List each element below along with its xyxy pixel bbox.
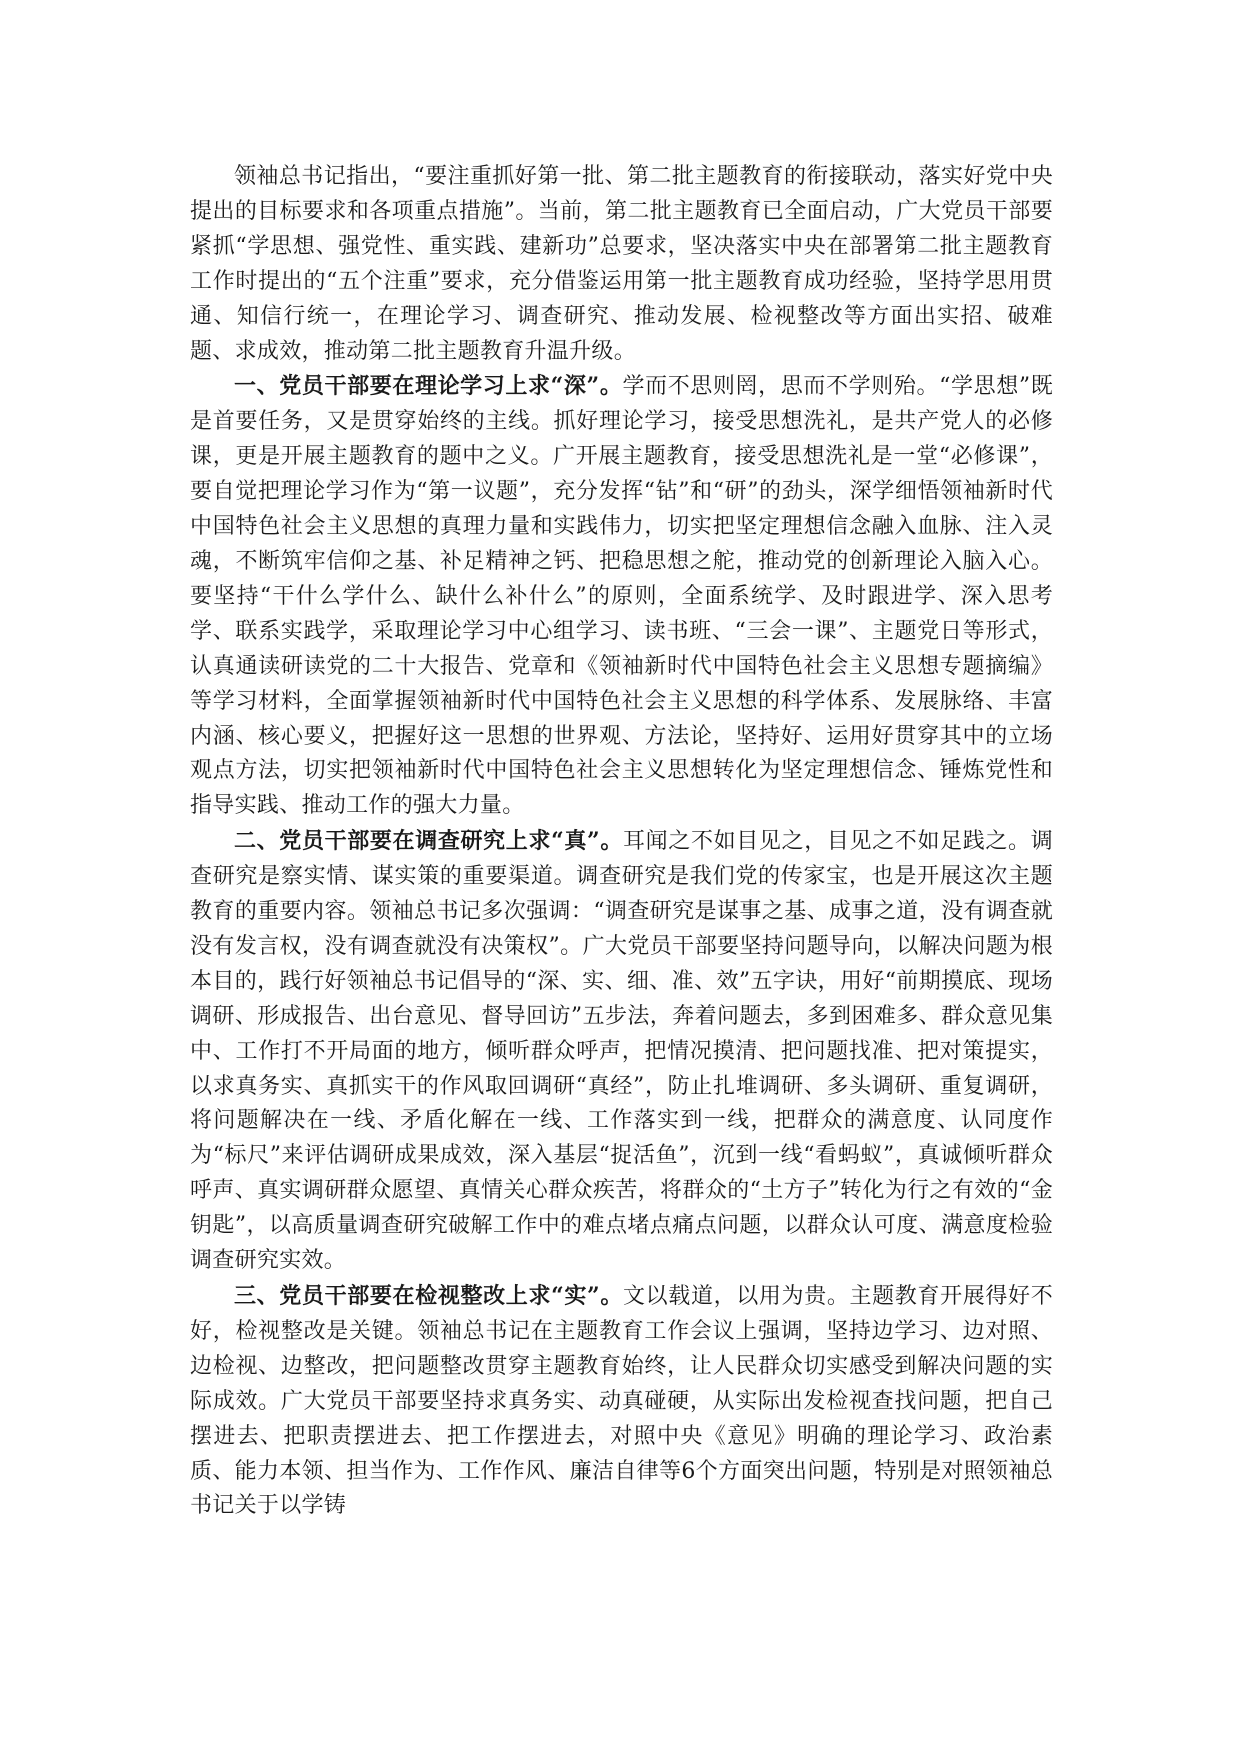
section-1-text: 学而不思则罔，思而不学则殆。“学思想”既是首要任务，又是贯穿始终的主线。抓好理论学习，接受思想洗礼，是共产党人的必修课，更是开展主题教育的题中之义。广开展主题教育，接受思想洗礼是一堂“必修课”，要自觉把理论学习作为“第一议题”，充分发挥“钻”和“研”的劲头，深学细悟领袖新时代中国特色社会主义思想的真理力量和实践伟力，切实把坚定理想信念融入血脉、注入灵魂，不断筑牢信仰之基、补足精神之钙、把稳思想之舵，推动党的创新理论入脑入心。要坚持“干什么学什么、缺什么补什么”的原则，全面系统学、及时跟进学、深入思考学、联系实践学，采取理论学习中心组学习、读书班、“三会一课”、主题党日等形式，认真通读研读党的二十大报告、党章和《领袖新时代中国特色社会主义思想专题摘编》等学习材料，全面掌握领袖新时代中国特色社会主义思想的科学体系、发展脉络、丰富内涵、核心要义，把握好这一思想的世界观、方法论，坚持好、运用好贯穿其中的立场观点方法，切实把领袖新时代中国特色社会主义思想转化为坚定理想信念、锤炼党性和指导实践、推动工作的强大力量。 — [190, 374, 1053, 819]
intro-paragraph — [190, 160, 1053, 369]
section-3-heading: 三、党员干部要在检视整改上求“实”。 — [234, 1283, 623, 1309]
section-3-text: 文以载道，以用为贵。主题教育开展得好不好，检视整改是关键。领袖总书记在主题教育工作会议上强调，坚持边学习、边对照、边检视、边整改，把问题整改贯穿主题教育始终，让人民群众切实感受到解决问题的实际成效。广大党员干部要坚持求真务实、动真碰硬，从实际出发检视查找问题，把自己摆进去、把职责摆进去、把工作摆进去，对照中央《意见》明确的理论学习、政治素质、能力本领、担当作为、工作作风、廉洁自律等6个方面突出问题，特别是对照领袖总书记关于以学铸 — [190, 1284, 1053, 1519]
section-2-heading: 二、党员干部要在调查研究上求“真”。 — [234, 828, 623, 855]
section-1-heading: 一、党员干部要在理论学习上求“深”。 — [234, 373, 623, 400]
section-1-paragraph — [190, 369, 1053, 824]
intro-text: 领袖总书记指出，“要注重抓好第一批、第二批主题教育的衔接联动，落实好党中央提出的目标要求和各项重点措施”。当前，第二批主题教育已全面启动，广大党员干部要紧抓“学思想、强党性、重实践、建新功”总要求，坚决落实中央在部署第二批主题教育工作时提出的“五个注重”要求，充分借鉴运用第一批主题教育成功经验，坚持学思用贯通、知信行统一，在理论学习、调查研究、推动发展、检视整改等方面出实招、破难题、求成效，推动第二批主题教育升温升级。 — [190, 164, 1053, 364]
section-2-text: 耳闻之不如目见之，目见之不如足践之。调查研究是察实情、谋实策的重要渠道。调查研究是我们党的传家宝，也是开展这次主题教育的重要内容。领袖总书记多次强调：“调查研究是谋事之基、成事之道，没有调查就没有发言权，没有调查就没有决策权”。广大党员干部要坚持问题导向，以解决问题为根本目的，践行好领袖总书记倡导的“深、实、细、准、效”五字诀，用好“前期摸底、现场调研、形成报告、出台意见、督导回访”五步法，奔着问题去，多到困难多、群众意见集中、工作打不开局面的地方，倾听群众呼声，把情况摸清、把问题找准、把对策提实，以求真务实、真抓实干的作风取回调研“真经”，防止扎堆调研、多头调研、重复调研，将问题解决在一线、矛盾化解在一线、工作落实到一线，把群众的满意度、认同度作为“标尺”来评估调研成果成效，深入基层“捉活鱼”，沉到一线“看蚂蚁”，真诚倾听群众呼声、真实调研群众愿望、真情关心群众疾苦，将群众的“土方子”转化为行之有效的“金钥匙”，以高质量调查研究破解工作中的难点堵点痛点问题，以群众认可度、满意度检验调查研究实效。 — [190, 829, 1053, 1274]
section-3-paragraph — [190, 1279, 1053, 1524]
section-2-paragraph — [190, 824, 1053, 1279]
